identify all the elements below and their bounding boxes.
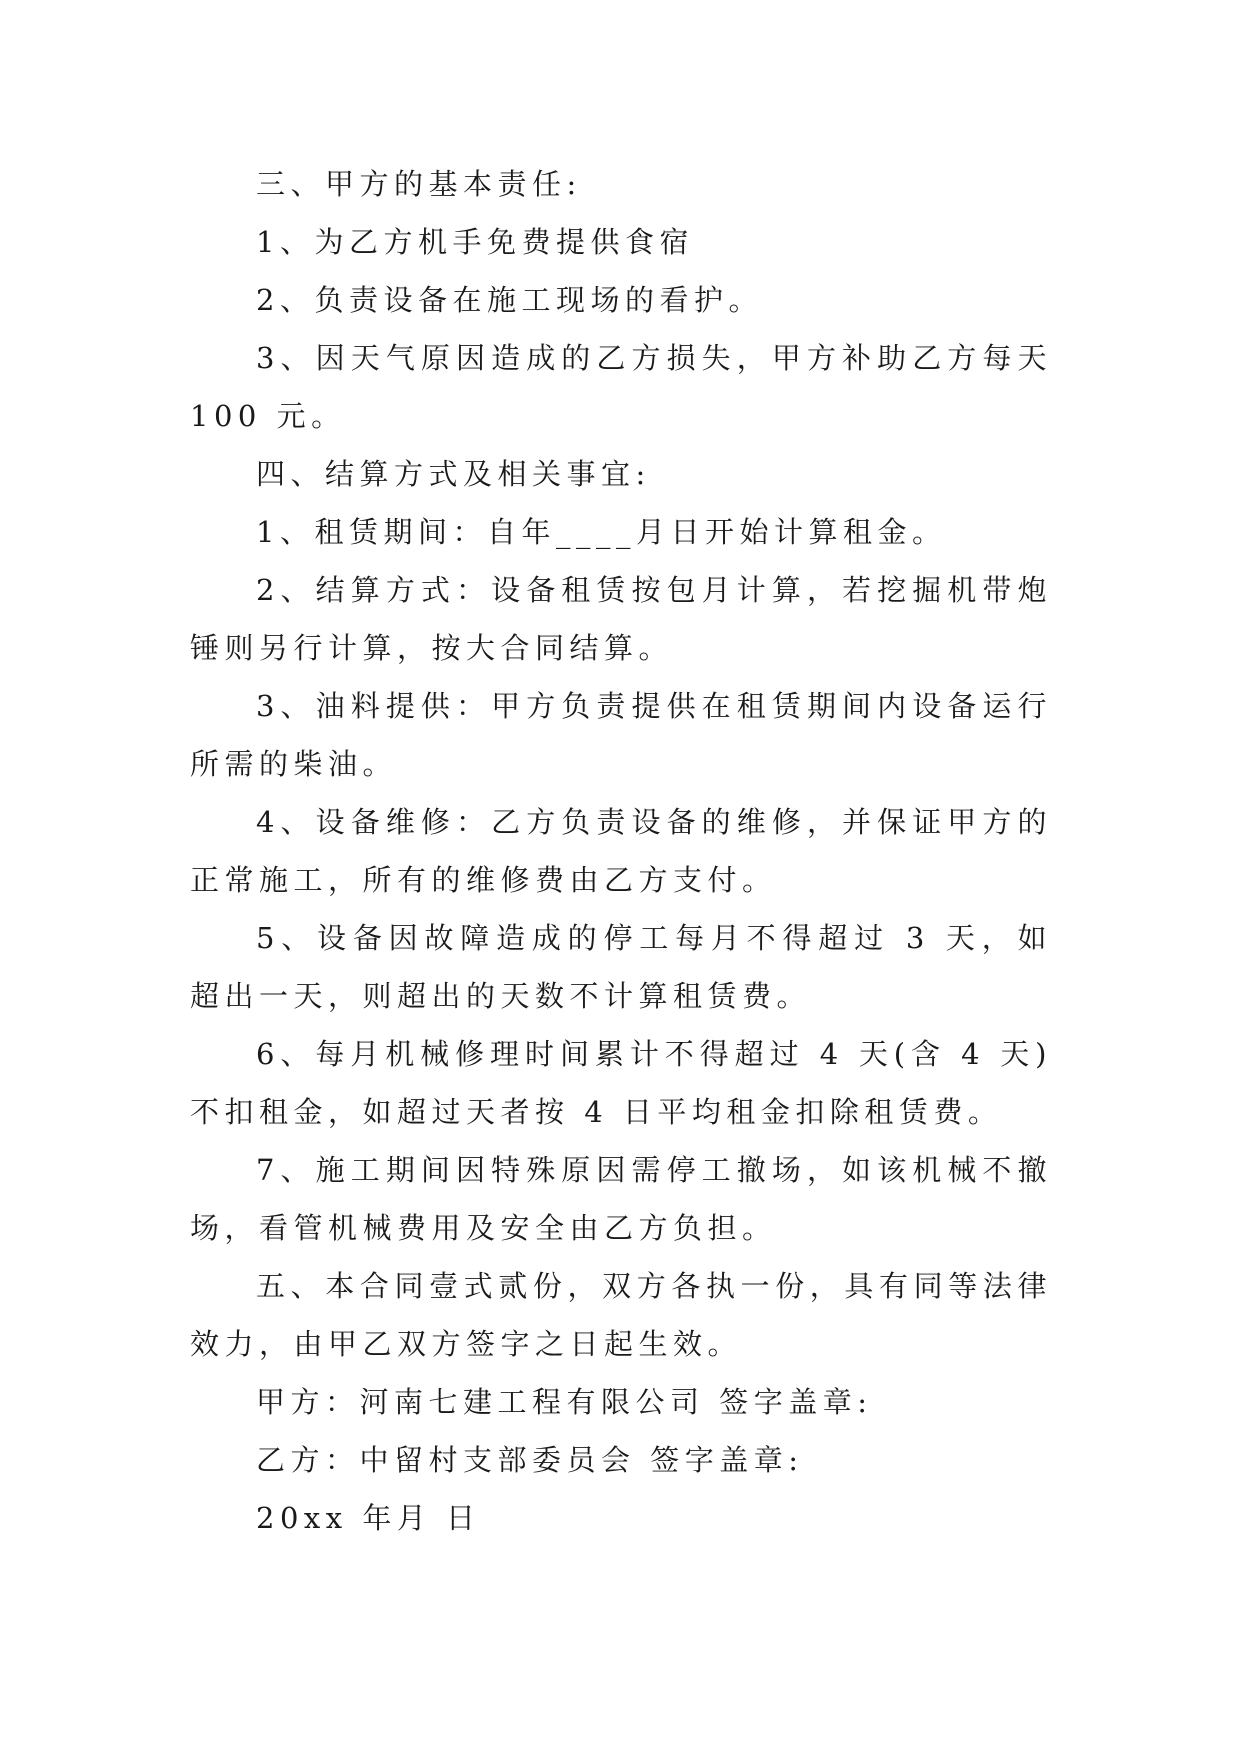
- clause-paragraph: 3、因天气原因造成的乙方损失，甲方补助乙方每天 100 元。: [190, 341, 1052, 433]
- clause-paragraph: 6、每月机械修理时间累计不得超过 4 天(含 4 天)不扣租金，如超过天者按 4 日平均租金扣除租赁费。: [190, 1037, 1052, 1129]
- clause-paragraph: 1、为乙方机手免费提供食宿: [256, 225, 694, 259]
- clause-paragraph: 3、油料提供：甲方负责提供在租赁期间内设备运行所需的柴油。: [190, 689, 1052, 781]
- document-body: [190, 155, 1052, 1547]
- clause-paragraph: 1、租赁期间：自年____月日开始计算租金。: [256, 515, 947, 549]
- date-line: 20xx 年月 日: [256, 1501, 481, 1535]
- clause-paragraph: 2、结算方式：设备租赁按包月计算，若挖掘机带炮锤则另行计算，按大合同结算。: [190, 573, 1052, 665]
- clause-paragraph: 7、施工期间因特殊原因需停工撤场，如该机械不撤场，看管机械费用及安全由乙方负担。: [190, 1153, 1052, 1245]
- section-heading-contract-copies: 五、本合同壹式贰份，双方各执一份，具有同等法律效力，由甲乙双方签字之日起生效。: [190, 1269, 1052, 1361]
- clause-paragraph: 4、设备维修：乙方负责设备的维修，并保证甲方的正常施工，所有的维修费由乙方支付。: [190, 805, 1052, 897]
- section-heading-settlement: 四、结算方式及相关事宜:: [256, 457, 651, 491]
- signature-line-party-b: 乙方：中留村支部委员会 签字盖章:: [256, 1443, 804, 1477]
- signature-line-party-a: 甲方：河南七建工程有限公司 签字盖章:: [256, 1385, 873, 1419]
- clause-paragraph: 5、设备因故障造成的停工每月不得超过 3 天，如超出一天，则超出的天数不计算租赁费。: [190, 921, 1052, 1013]
- clause-paragraph: 2、负责设备在施工现场的看护。: [256, 283, 763, 317]
- section-heading-party-a-responsibilities: 三、甲方的基本责任:: [256, 167, 582, 201]
